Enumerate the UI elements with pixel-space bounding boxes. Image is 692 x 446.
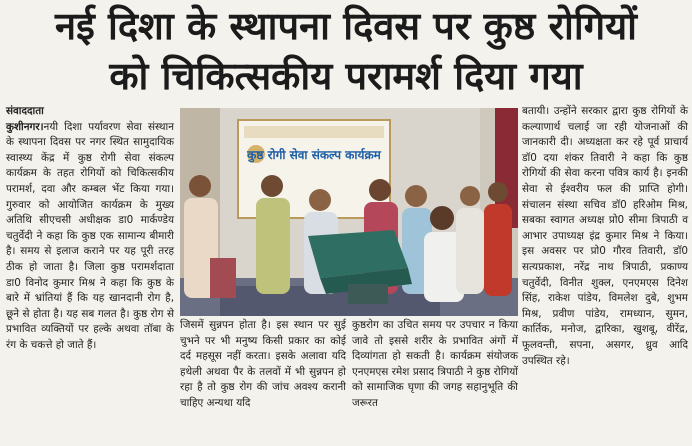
column-1-text: नयी दिशा पर्यावरण सेवा संस्थान के स्थापना दिवस पर नगर स्थित सामुदायिक स्वास्थ्य केंद्र में कुष्ठ रोगी सेवा संकल्प कार्यक्रम के तहत रोगियों को चिकित्सकीय परामर्श, दवा और कम्बल भेंट किया गया। गुरुवार को आयोजित कार्यक्रम के मुख्य अतिथि सीएचसी अधीक्षक डा0 मार्कण्डेय चतुर्वेदी ने कहा कि कुष्ठ एक सामान्य बीमारी है। समय से इलाज कराने पर यह पूरी तरह ठीक हो जाता है। जिला कुष्ठ परामर्शदाता डा0 विनोद कुमार मिश्र ने कहा कि कुष्ठ के बारे में भ्रांतियां हैं कि यह खानदानी रोग है, छूने से होता है। यह सब गलत है। कुष्ठ रोग से प्रभावित व्यक्तियों पर हल्के अथवा तॉबा के रंग के चकत्ते हो जाते हैं।: [6, 120, 174, 351]
dateline-place: कुशीनगर।: [6, 120, 44, 133]
headline-line-1: नई दिशा के स्थापना दिवस पर कुष्ठ रोगियों: [55, 4, 637, 48]
article-column-3: कुष्ठरोग का उचित समय पर उपचार न किया जावे तो इससे शरीर के प्रभावित अंगों में दिव्यांगता हो सकती है। कार्यक्रम संयोजक एनएमएस रमेश प्रसाद त्रिपाठी ने कुष्ठ रोगियों को सामाजिक घृणा की जगह सहानुभूति की जरूरत: [352, 319, 518, 409]
photo-illustration: [180, 108, 518, 316]
article-column-2: जिसमें सुन्नपन होता है। इस स्थान पर सुई चुभने पर भी मनुष्य किसी प्रकार का कोई दर्द महसूस नहीं करता। इसके अलावा यदि हथेली अथवा पैर के तलवों में भी सुन्नपन हो रहा है तो कुष्ठ रोग की जांच अवश्य करानी चाहिए अन्यथा यदि: [180, 319, 346, 409]
headline-line-2: को चिकित्सकीय परामर्श दिया गया: [109, 54, 583, 98]
article-column-4: बतायी। उन्होंने सरकार द्वारा कुष्ठ रोगियों के कल्याणार्थ चलाई जा रही योजनाओं की जानकारी दी। अध्यक्षता कर रहे पूर्व प्राचार्य डॉ0 दया शंकर तिवारी ने कहा कि कुष्ठ रोगियों की सेवा करना पवित्र कार्य है। इनकी सेवा से ईश्वरीय फल की प्राप्ति होगी। संचालन संस्था सचिव डॉ0 हरिओम मिश्र, सबका स्वागत अध्यक्ष प्रो0 सीमा त्रिपाठी व आभार उपाध्यक्ष इंद्र कुमार मिश्र ने किया। इस अवसर पर प्रो0 गौरव तिवारी, डॉ0 सत्यप्रकाश, नरेंद्र नाथ त्रिपाठी, प्रकाण्य चतुर्वेदी, विनीत शुक्ल, एनएमएस दिनेश सिंह, राकेश पांडेय, विमलेश दुबे, शुभम मिश्र, प्रवीण पांडेय, रामध्यान, सुमन, कार्तिक, मनोज, द्वारिका, खुशबू, वीरेंद्र, फूलवन्ती, सपना, असगर, ध्रुव आदि उपस्थित रहे।: [522, 105, 688, 367]
article-column-1: [6, 104, 174, 440]
photo-banner-text: कुष्ठ रोगी सेवा संकल्प कार्यक्रम: [247, 148, 381, 162]
news-photo: [180, 108, 518, 316]
byline: संवाददाता: [6, 105, 44, 117]
